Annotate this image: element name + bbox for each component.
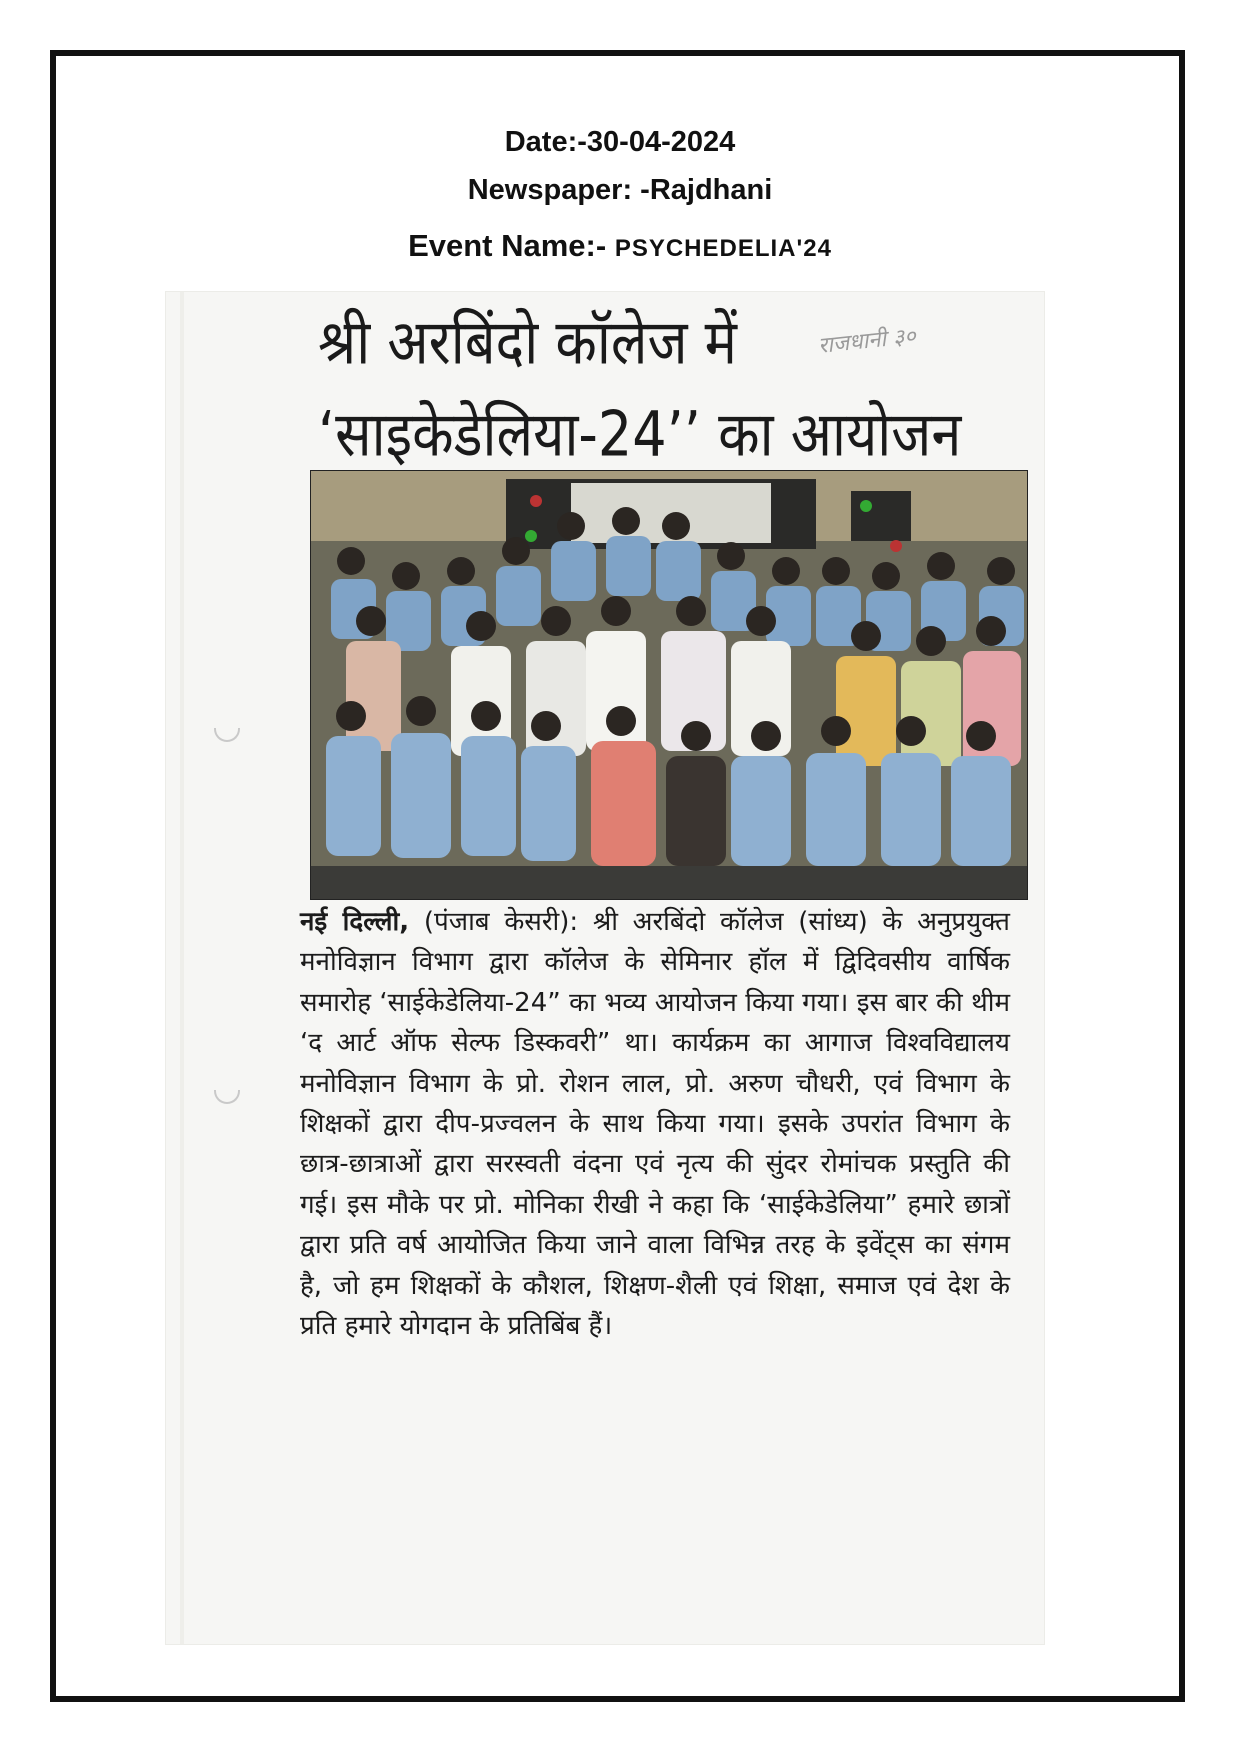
event-name: PSYCHEDELIA'24 (614, 235, 832, 262)
document-date: Date:-30-04-2024 (504, 126, 736, 158)
event-name-line (0, 228, 1240, 264)
article-body (300, 902, 1010, 1346)
article-dateline: नई दिल्ली, (300, 907, 410, 937)
newspaper-name: Newspaper: -Rajdhani (467, 174, 773, 206)
handwritten-note: राजधानी ३० (816, 323, 918, 359)
group-photo (310, 470, 1028, 900)
clipping-edge (180, 292, 184, 1644)
event-label: Event Name:- (408, 228, 607, 263)
headline-line-2: ‘साइकेडेलिया-24’’ का आयोजन (318, 398, 962, 471)
headline-line-1: श्री अरबिंदो कॉलेज में (318, 306, 737, 379)
article-text: (पंजाब केसरी): श्री अरबिंदो कॉलेज (सांध्य) के अनुप्रयुक्त मनोविज्ञान विभाग द्वारा कॉलेज के सेमिनार हॉल में द्विदिवसीय वार्षिक समारोह ‘साईकेडेलिया-24” का भव्य आयोजन किया गया। इस बार की थीम ‘द आर्ट ऑफ सेल्फ डिस्कवरी” था। कार्यक्रम का आगाज विश्वविद्यालय मनोविज्ञान विभाग के प्रो. रोशन लाल, प्रो. अरुण चौधरी, एवं विभाग के शिक्षकों द्वारा दीप-प्रज्वलन के साथ किया गया। इसके उपरांत विभाग के छात्र-छात्राओं द्वारा सरस्वती वंदना एवं नृत्य की सुंदर रोमांचक प्रस्तुति की गई। इस मौके पर प्रो. मोनिका रीखी ने कहा कि ‘साईकेडेलिया” हमारे छात्रों द्वारा प्रति वर्ष आयोजित किया जाने वाला विभिन्न तरह के इवेंट्स का संगम है, जो हम शिक्षकों के कौशल, शिक्षण-शैली एवं शिक्षा, समाज एवं देश के प्रति हमारे योगदान के प्रतिबिंब हैं। (300, 907, 1010, 1342)
